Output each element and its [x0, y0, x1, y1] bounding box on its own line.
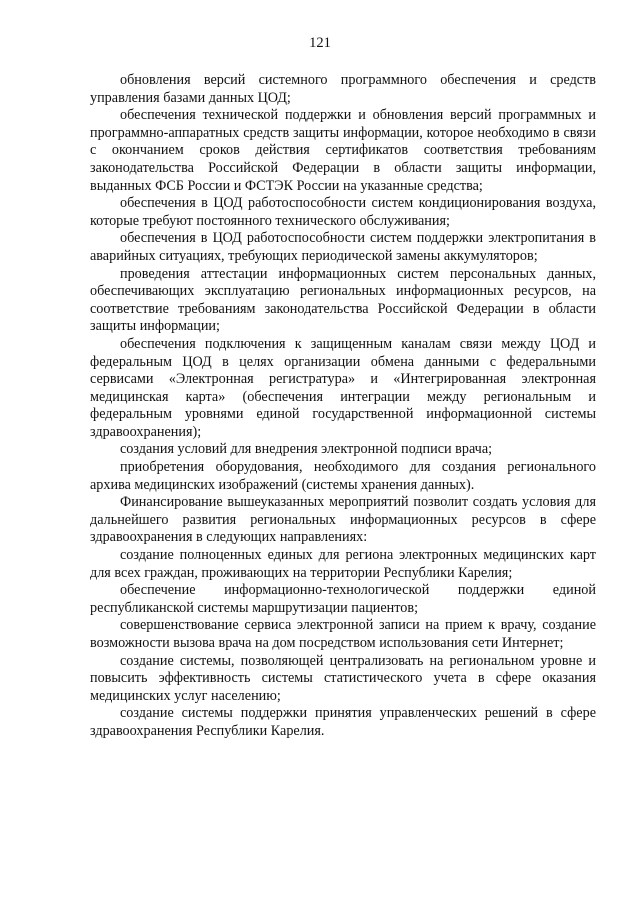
paragraph: обеспечения технической поддержки и обновления версий программных и программно-аппаратных средств защиты информации, которое необходимо в связи с окончанием сроков действия сертификатов соответствия требованиям законодательства Российской Федерации в области защиты информации, выданных ФСБ России и ФСТЭК России на указанные средства;	[90, 107, 596, 194]
paragraph: создание системы, позволяющей централизовать на региональном уровне и повысить эффективность системы статистического учета в сфере оказания медицинских услуг населению;	[90, 652, 596, 704]
paragraph: обеспечение информационно-технологической поддержки единой республиканской системы маршрутизации пациентов;	[90, 582, 596, 616]
paragraph: обеспечения подключения к защищенным каналам связи между ЦОД и федеральным ЦОД в целях организации обмена данными с федеральными сервисами «Электронная регистратура» и «Интегрированная электронная медицинская карта» (обеспечения интеграции между региональным и федеральным уровнями единой государственной информационной системы здравоохранения);	[90, 335, 596, 440]
paragraph: приобретения оборудования, необходимого для создания регионального архива медицинских изображений (системы хранения данных).	[90, 459, 596, 493]
paragraph: совершенствование сервиса электронной записи на прием к врачу, создание возможности вызова врача на дом посредством использования сети Интернет;	[90, 617, 596, 651]
paragraph: создание полноценных единых для региона электронных медицинских карт для всех граждан, проживающих на территории Республики Карелия;	[90, 547, 596, 581]
paragraph: Финансирование вышеуказанных мероприятий позволит создать условия для дальнейшего развития региональных информационных ресурсов в сфере здравоохранения в следующих направлениях:	[90, 494, 596, 546]
paragraph: обеспечения в ЦОД работоспособности систем поддержки электропитания в аварийных ситуациях, требующих периодической замены аккумуляторов;	[90, 230, 596, 264]
paragraph: проведения аттестации информационных систем персональных данных, обеспечивающих эксплуатацию региональных информационных ресурсов, на соответствие требованиям законодательства Российской Федерации в области защиты информации;	[90, 265, 596, 335]
page-number: 121	[309, 35, 331, 51]
paragraph: обеспечения в ЦОД работоспособности систем кондиционирования воздуха, которые требуют постоянного технического обслуживания;	[90, 195, 596, 229]
paragraph: создания условий для внедрения электронной подписи врача;	[120, 441, 493, 458]
paragraph: создание системы поддержки принятия управленческих решений в сфере здравоохранения Республики Карелия.	[90, 705, 596, 739]
paragraph: обновления версий системного программного обеспечения и средств управления базами данных ЦОД;	[90, 72, 596, 106]
document-body	[90, 72, 596, 741]
